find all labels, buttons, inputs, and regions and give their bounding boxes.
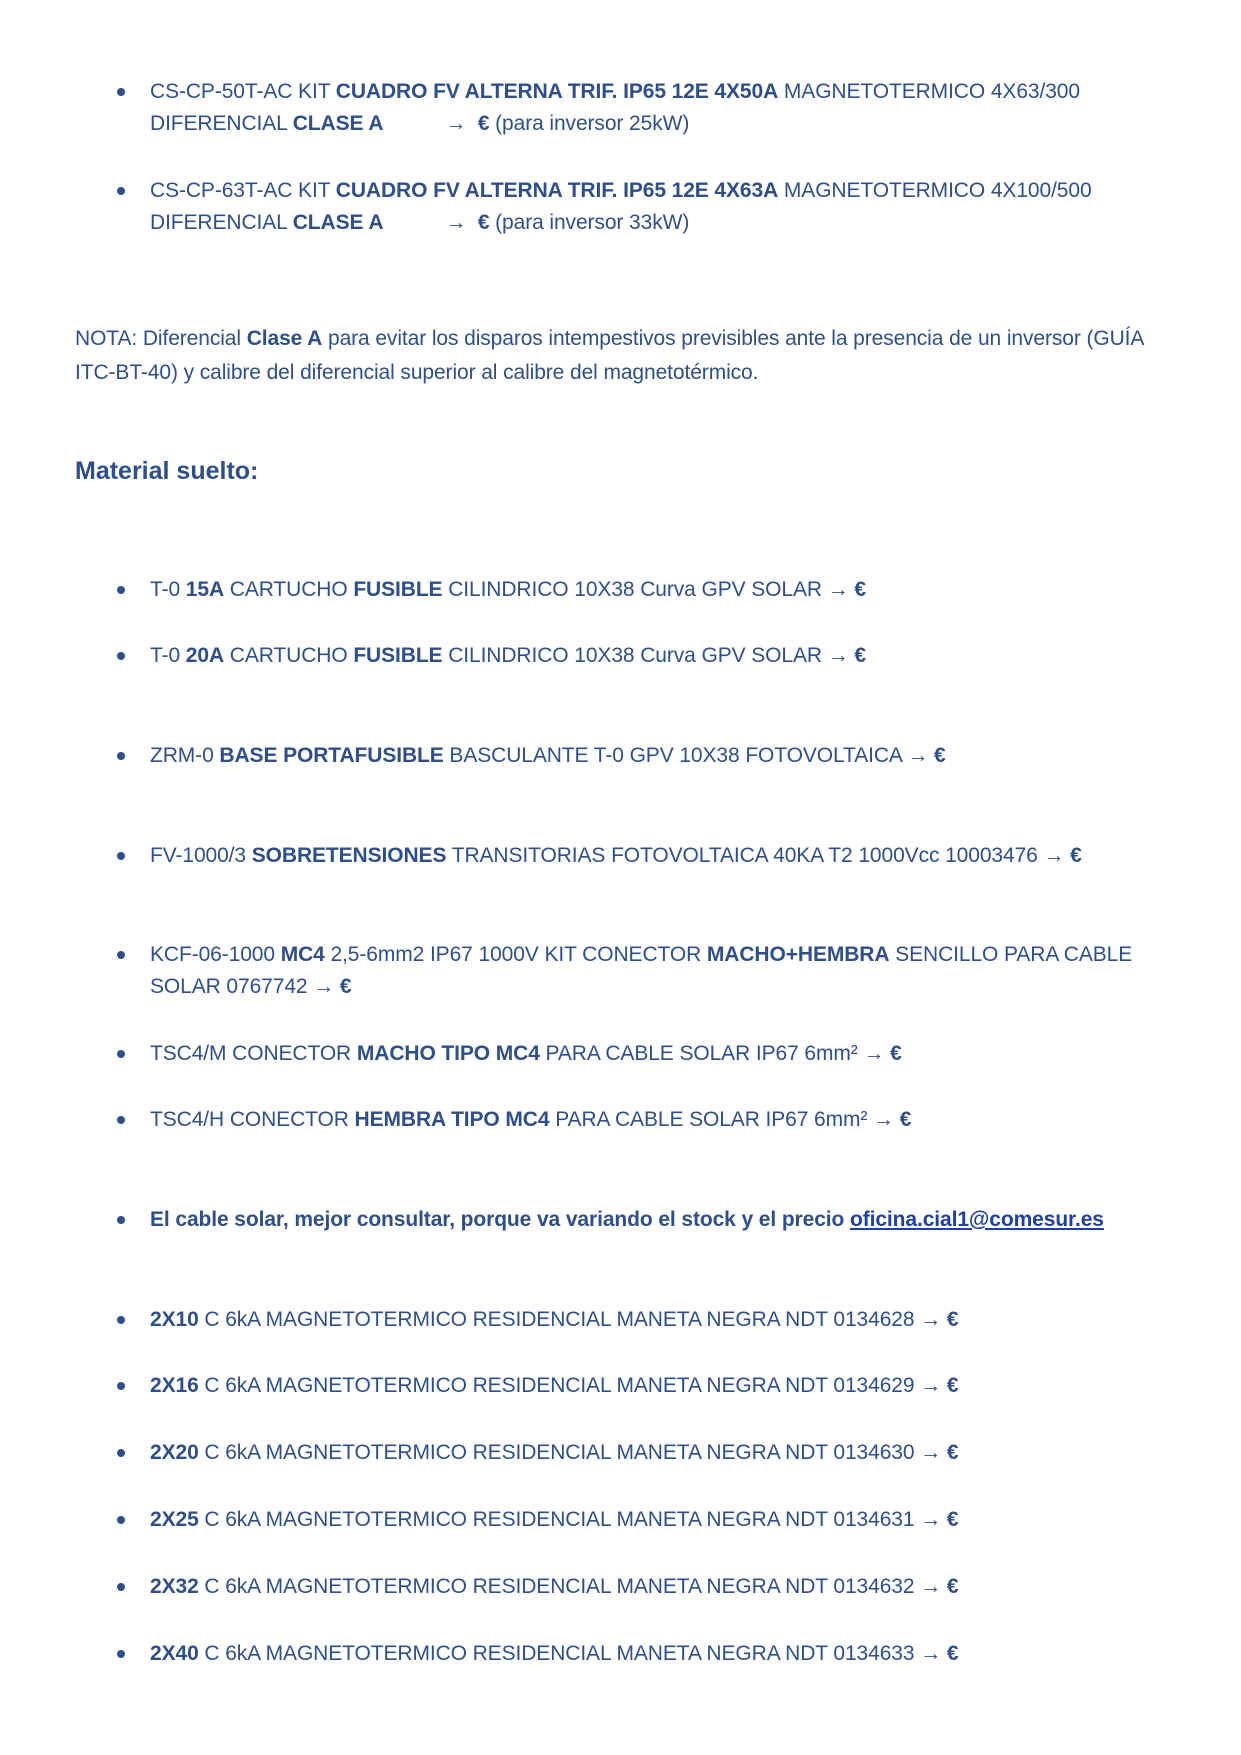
list-item-breaker: 2X25 C 6kA MAGNETOTERMICO RESIDENCIAL MANETA NEGRA NDT 0134631 → € bbox=[150, 1504, 1160, 1536]
list-item-breaker: 2X40 C 6kA MAGNETOTERMICO RESIDENCIAL MANETA NEGRA NDT 0134633 → € bbox=[150, 1638, 1160, 1670]
item-text: MAGNETOTERMICO 4X100/500 DIFERENCIAL bbox=[150, 179, 1092, 234]
item-code: CS-CP-50T-AC KIT bbox=[150, 80, 336, 103]
arrow-icon: → bbox=[907, 744, 929, 767]
euro-sign: € bbox=[477, 112, 490, 135]
item-bold: CLASE A bbox=[292, 211, 384, 234]
list-item: FV-1000/3 SOBRETENSIONES TRANSITORIAS FOTOVOLTAICA 40KA T2 1000Vcc 10003476 → € bbox=[150, 840, 1160, 872]
arrow-icon: → bbox=[920, 1308, 942, 1331]
arrow-icon: → bbox=[827, 644, 849, 667]
arrow-icon: → bbox=[863, 1042, 885, 1065]
euro-sign: € bbox=[854, 644, 866, 667]
item-note: (para inversor 33kW) bbox=[495, 211, 690, 234]
item-bold: CLASE A bbox=[292, 112, 384, 135]
arrow-icon: → bbox=[1043, 844, 1065, 867]
item-code: CS-CP-63T-AC KIT bbox=[150, 179, 336, 202]
arrow-icon: → bbox=[827, 578, 849, 601]
list-item: T-0 15A CARTUCHO FUSIBLE CILINDRICO 10X38 Curva GPV SOLAR → € bbox=[150, 574, 1160, 606]
list-item: ZRM-0 BASE PORTAFUSIBLE BASCULANTE T-0 GPV 10X38 FOTOVOLTAICA → € bbox=[150, 740, 1160, 772]
arrow-icon: → bbox=[920, 1575, 942, 1598]
arrow-icon: → bbox=[445, 112, 467, 135]
arrow-icon: → bbox=[873, 1108, 894, 1131]
euro-sign: € bbox=[854, 578, 866, 601]
euro-sign: € bbox=[946, 1642, 959, 1665]
euro-sign: € bbox=[934, 744, 946, 767]
arrow-icon: → bbox=[920, 1441, 942, 1464]
euro-sign: € bbox=[477, 211, 490, 234]
list-item-cable: El cable solar, mejor consultar, porque va variando el stock y el precio oficina.cial1@comesur.es bbox=[150, 1204, 1160, 1236]
section-title: Material suelto: bbox=[75, 457, 259, 485]
item-text: MAGNETOTERMICO 4X63/300 DIFERENCIAL bbox=[150, 80, 1080, 135]
euro-sign: € bbox=[946, 1575, 959, 1598]
item-bold: CUADRO FV ALTERNA TRIF. IP65 12E 4X63A bbox=[335, 179, 779, 202]
euro-sign: € bbox=[899, 1108, 912, 1131]
list-item-kit-63 bbox=[150, 175, 1160, 239]
item-bold: CUADRO FV ALTERNA TRIF. IP65 12E 4X50A bbox=[335, 80, 779, 103]
list-item-kit-50 bbox=[150, 76, 1160, 140]
arrow-icon: → bbox=[445, 211, 467, 234]
euro-sign: € bbox=[946, 1508, 959, 1531]
item-note: (para inversor 25kW) bbox=[495, 112, 690, 135]
arrow-icon: → bbox=[313, 975, 335, 998]
euro-sign: € bbox=[946, 1441, 959, 1464]
list-item: TSC4/H CONECTOR HEMBRA TIPO MC4 PARA CABLE SOLAR IP67 6mm² → € bbox=[150, 1104, 1160, 1136]
arrow-icon: → bbox=[920, 1642, 942, 1665]
euro-sign: € bbox=[1070, 844, 1082, 867]
euro-sign: € bbox=[890, 1042, 902, 1065]
list-item-breaker: 2X32 C 6kA MAGNETOTERMICO RESIDENCIAL MANETA NEGRA NDT 0134632 → € bbox=[150, 1571, 1160, 1603]
list-item: TSC4/M CONECTOR MACHO TIPO MC4 PARA CABLE SOLAR IP67 6mm² → € bbox=[150, 1038, 1160, 1070]
arrow-icon: → bbox=[920, 1374, 942, 1397]
list-item-breaker: 2X10 C 6kA MAGNETOTERMICO RESIDENCIAL MANETA NEGRA NDT 0134628 → € bbox=[150, 1304, 1160, 1336]
list-item: KCF-06-1000 MC4 2,5-6mm2 IP67 1000V KIT CONECTOR MACHO+HEMBRA SENCILLO PARA CABLE SOLAR 0767742 → € bbox=[150, 939, 1160, 1003]
euro-sign: € bbox=[339, 975, 352, 998]
euro-sign: € bbox=[946, 1308, 959, 1331]
list-item: T-0 20A CARTUCHO FUSIBLE CILINDRICO 10X38 Curva GPV SOLAR → € bbox=[150, 640, 1160, 672]
arrow-icon: → bbox=[920, 1508, 942, 1531]
email-link[interactable]: oficina.cial1@comesur.es bbox=[849, 1208, 1104, 1231]
list-item-breaker: 2X16 C 6kA MAGNETOTERMICO RESIDENCIAL MANETA NEGRA NDT 0134629 → € bbox=[150, 1370, 1160, 1402]
list-item-breaker: 2X20 C 6kA MAGNETOTERMICO RESIDENCIAL MANETA NEGRA NDT 0134630 → € bbox=[150, 1437, 1160, 1469]
nota-paragraph: NOTA: Diferencial Clase A para evitar los disparos intempestivos previsibles ante la presencia de un inversor (GUÍA ITC-BT-40) y calibre del diferencial superior al calibre del magnetotérmico. bbox=[75, 327, 1144, 384]
euro-sign: € bbox=[946, 1374, 959, 1397]
